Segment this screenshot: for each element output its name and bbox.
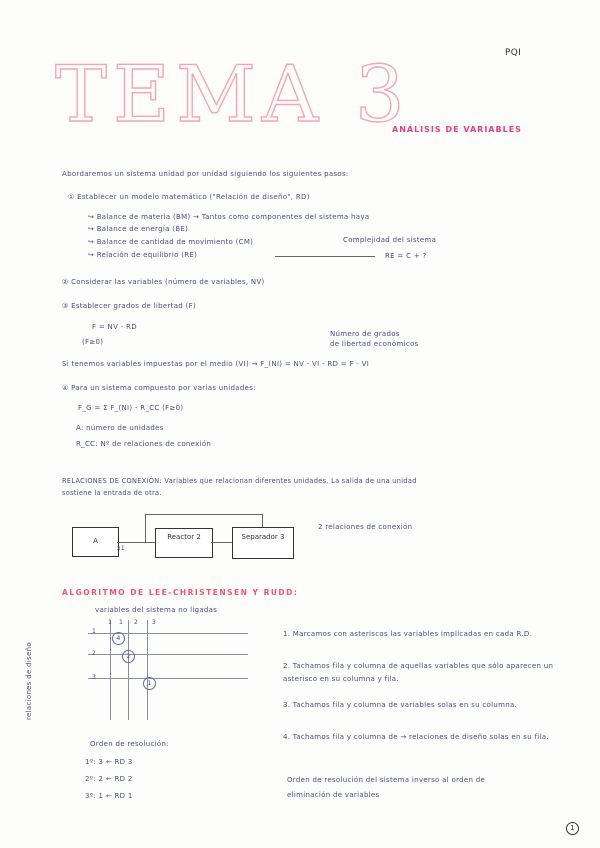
arrow-line <box>275 256 375 257</box>
intro-text: Abordaremos un sistema unidad por unidad siguiendo los siguientes pasos: <box>62 170 349 178</box>
stream-line <box>117 542 155 543</box>
recycle-line <box>262 514 263 527</box>
matrix-row-line <box>88 654 248 655</box>
step1-item: ↪ Relación de equilibrio (RE) <box>88 251 198 259</box>
order-item: 3º: 1 ← RD 1 <box>85 792 133 800</box>
re-formula: RE = C + ? <box>385 252 427 260</box>
freedom-note: de libertad económicos <box>330 340 419 348</box>
circle-mark: 4 <box>112 632 125 645</box>
complexity-note: Complejidad del sistema <box>343 236 437 244</box>
recycle-line <box>145 514 146 542</box>
unit-box-separator <box>232 527 294 559</box>
unit-label: Separador 3 <box>241 533 285 541</box>
step1-heading: ① Establecer un modelo matemático ("Relación de diseño", RD) <box>68 193 310 201</box>
matrix-col-label: 3 <box>152 619 157 626</box>
matrix-col-line <box>128 620 129 720</box>
page-title: TEMA 3 <box>55 50 411 140</box>
matrix-row-label: 2 <box>92 650 97 657</box>
conclusion: eliminación de variables <box>287 791 380 799</box>
matrix-top-label: variables del sistema no ligadas <box>95 606 218 614</box>
legend-line: R_CC: Nº de relaciones de conexión <box>76 440 212 448</box>
matrix-row-label: 3 <box>92 674 97 681</box>
step1-item: ↪ Balance de energía (BE) <box>88 225 189 233</box>
matrix-row-line <box>88 633 248 634</box>
connection-text: RELACIONES DE CONEXIÓN: Variables que relacionan diferentes unidades. La salida de una unidad <box>62 477 417 485</box>
order-item: 1º: 3 ← RD 3 <box>85 758 133 766</box>
algorithm-step: 4. Tachamos fila y columna de → relaciones de diseño solas en su fila. <box>283 733 549 741</box>
step1-item: ↪ Balance de cantidad de movimiento (CM) <box>88 238 254 246</box>
unit-box-reactor <box>155 528 213 558</box>
stream-label: x1 <box>117 545 125 552</box>
matrix-row-line <box>88 678 248 679</box>
order-item: 2º: 2 ← RD 2 <box>85 775 133 783</box>
imposed-variables: Si tenemos variables impuestas por el medio (VI) → F_(NI) = NV - VI - RD = F - VI <box>62 360 370 368</box>
circle-mark: 2 <box>122 650 135 663</box>
legend-line: A: número de unidades <box>76 424 164 432</box>
circle-mark: 1 <box>143 677 156 690</box>
algorithm-step: 1. Marcamos con asteriscos las variables implicadas en cada R.D. <box>283 630 533 638</box>
matrix-col-line <box>147 620 148 720</box>
connection-note: 2 relaciones de conexión <box>318 523 413 531</box>
freedom-formula: F = NV - RD <box>92 323 137 331</box>
matrix-col-line <box>110 620 111 720</box>
global-formula: F_G = Σ F_(NI) - R_CC (F≥0) <box>78 404 184 412</box>
connection-text: sostiene la entrada de otra. <box>62 489 162 497</box>
matrix-col-label: 2 <box>134 619 139 626</box>
algorithm-step: 3. Tachamos fila y columna de variables solas en su columna. <box>283 701 518 709</box>
algorithm-title: ALGORITMO DE LEE-CHRISTENSEN Y RUDD: <box>62 588 299 597</box>
matrix-side-label: relaciones de diseño <box>25 642 33 720</box>
step4-heading: ④ Para un sistema compuesto por varias unidades: <box>62 384 256 392</box>
matrix-row-label: 1 <box>92 628 97 635</box>
step2-heading: ② Considerar las variables (número de variables, NV) <box>62 278 265 286</box>
unit-label: Reactor 2 <box>167 533 201 541</box>
recycle-line <box>145 514 263 515</box>
page-subtitle: ANÁLISIS DE VARIABLES <box>392 125 522 134</box>
freedom-note: Número de grados <box>330 330 400 338</box>
unit-label: A <box>93 537 98 545</box>
matrix-col-label: 1 <box>108 619 113 626</box>
conclusion: Orden de resolución del sistema inverso al orden de <box>287 776 486 784</box>
algorithm-step: 2. Tachamos fila y columna de aquellas variables que sólo aparecen un asterisco en su columna y fila. <box>283 662 554 683</box>
stream-line <box>211 542 232 543</box>
matrix-col-label: 1 <box>119 619 124 626</box>
unit-box-a <box>72 527 119 557</box>
order-title: Orden de resolución: <box>90 740 169 748</box>
step1-item: ↪ Balance de materia (BM) → Tantos como componentes del sistema haya <box>88 213 370 221</box>
course-code: PQI <box>505 48 522 58</box>
step3-heading: ③ Establecer grados de libertad (F) <box>62 302 196 310</box>
page-number: 1 <box>566 822 579 835</box>
freedom-condition: (F≥0) <box>82 338 104 346</box>
